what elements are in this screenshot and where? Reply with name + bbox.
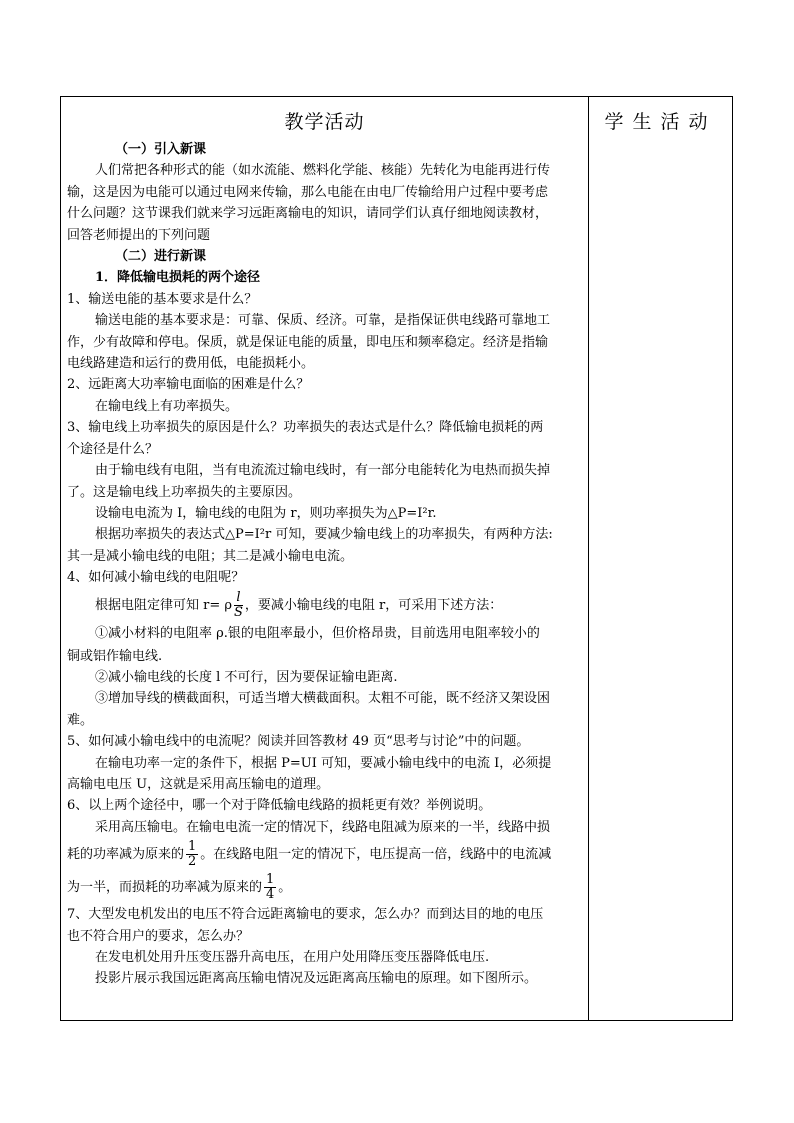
text-line: ①减小材料的电阻率 ρ.银的电阻率最小，但价格昂贵，目前选用电阻率较小的 [95,625,540,641]
text-line: 输送电能的基本要求是：可靠、保质、经济。可靠，是指保证供电线路可靠地工 [95,313,551,329]
text-line: 由于输电线有电阻，当有电流流过输电线时，有一部分电能转化为电热而损失掉 [95,463,551,479]
student-activity-title: 学生活动 [604,111,717,133]
subsection-heading: 1．降低输电损耗的两个途径 [95,270,261,286]
lesson-content [67,139,584,990]
text-line: 铜或铝作输电线. [67,648,163,664]
question-line: 4、如何减小输电线的电阻呢？ [67,570,245,586]
text-line: 难。 [67,712,94,728]
text-line: 作，少有故障和停电。保质，就是保证电能的质量，即电压和频率稳定。经济是指输 [67,334,549,350]
text-line: 电线路建造和运行的费用低，电能损耗小。 [67,356,315,372]
text-line: 根据功率损失的表达式△P=I²r 可知，要减少输电线上的功率损失，有两种方法: [95,527,553,543]
fraction-denominator: 4 [266,887,275,903]
text-line: 在发电机处用升压变压器升高电压，在用户处用降压变压器降低电压. [95,950,490,965]
question-line: 个途径是什么？ [67,441,159,457]
student-activity-column [589,97,732,1020]
text-line: ③增加导线的横截面积，可适当增大横截面积。太粗不可能，既不经济又架设困 [95,691,551,707]
text-fragment: 。 [278,880,292,896]
fraction-numerator: 1 [266,872,275,888]
text-fragment: 耗的功率减为原来的 [67,847,185,863]
text-line: ②减小输电线的长度 l 不可行，因为要保证输电距离. [95,669,398,685]
text-fragment: 根据电阻定律可知 r= ρ [95,597,233,613]
fraction-l-over-s [234,591,243,620]
fraction-denominator: 2 [188,854,197,870]
text-line: 在输电线上有功率损失。 [95,398,239,414]
fraction-numerator: 1 [188,839,197,855]
question-line: 1、输送电能的基本要求是什么？ [67,291,258,307]
text-line: 高输电电压 U，这就是采用高压输电的道理。 [67,776,330,792]
fraction-one-half [186,840,198,869]
text-line: 设输电电流为 I，输电线的电阻为 r，则功率损失为△P=I²r. [95,505,437,521]
text-line: 人们常把各种形式的能（如水流能、燃料化学能、核能）先转化为电能再进行传 [95,163,551,179]
question-line: 2、远距离大功率输电面临的困难是什么？ [67,377,310,393]
question-line: 也不符合用户的要求，怎么办？ [67,928,250,944]
text-fragment: 。在线路电阻一定的情况下，电压提高一倍，线路中的电流减 [200,847,552,863]
section-heading: （二）进行新课 [115,249,207,265]
question-line: 5、如何减小输电线中的电流呢？阅读并回答教材 49 页“思考与讨论”中的问题。 [67,734,530,750]
text-line: 其一是减小输电线的电阻；其二是减小输电电流。 [67,548,354,564]
section-heading: （一）引入新课 [115,142,207,157]
teaching-activity-column [61,97,588,1020]
question-line: 3、输电线上功率损失的原因是什么？功率损失的表达式是什么？降低输电损耗的两 [67,420,544,436]
half-fraction-line [67,838,584,871]
teaching-activity-title: 教学活动 [284,111,365,133]
text-line: 了。这是输电线上功率损失的主要原因。 [67,484,302,500]
quarter-fraction-line [67,871,584,904]
text-line: 回答老师提出的下列问题 [67,227,211,243]
text-line: 投影片展示我国远距离高压输电情况及远距离高压输电的原理。如下图所示。 [95,971,538,987]
question-line: 6、以上两个途径中，哪一个对于降低输电线路的损耗更有效？举例说明。 [67,798,492,814]
text-line: 什么问题？这节课我们就来学习远距离输电的知识，请同学们认真仔细地阅读教材， [67,206,549,222]
fraction-one-quarter [264,873,276,902]
text-fragment: 为一半，而损耗的功率减为原来的 [67,880,263,896]
fraction-numerator: l [234,591,243,606]
question-line: 7、大型发电机发出的电压不符合远距离输电的要求，怎么办？而到达目的地的电压 [67,907,544,923]
text-fragment: ，要减小输电线的电阻 r，可采用下述方法： [244,597,503,613]
fraction-denominator: S [234,604,243,620]
text-line: 输，这是因为电能可以通过电网来传输，那么电能在由电厂传输给用户过程中要考虑 [67,184,549,200]
resistance-law-line [67,589,584,622]
lesson-table [60,96,733,1021]
text-line: 采用高压输电。在输电电流一定的情况下，线路电阻减为原来的一半，线路中损 [95,819,551,835]
text-line: 在输电功率一定的条件下，根据 P=UI 可知，要减小输电线中的电流 I，必须提 [95,755,552,771]
